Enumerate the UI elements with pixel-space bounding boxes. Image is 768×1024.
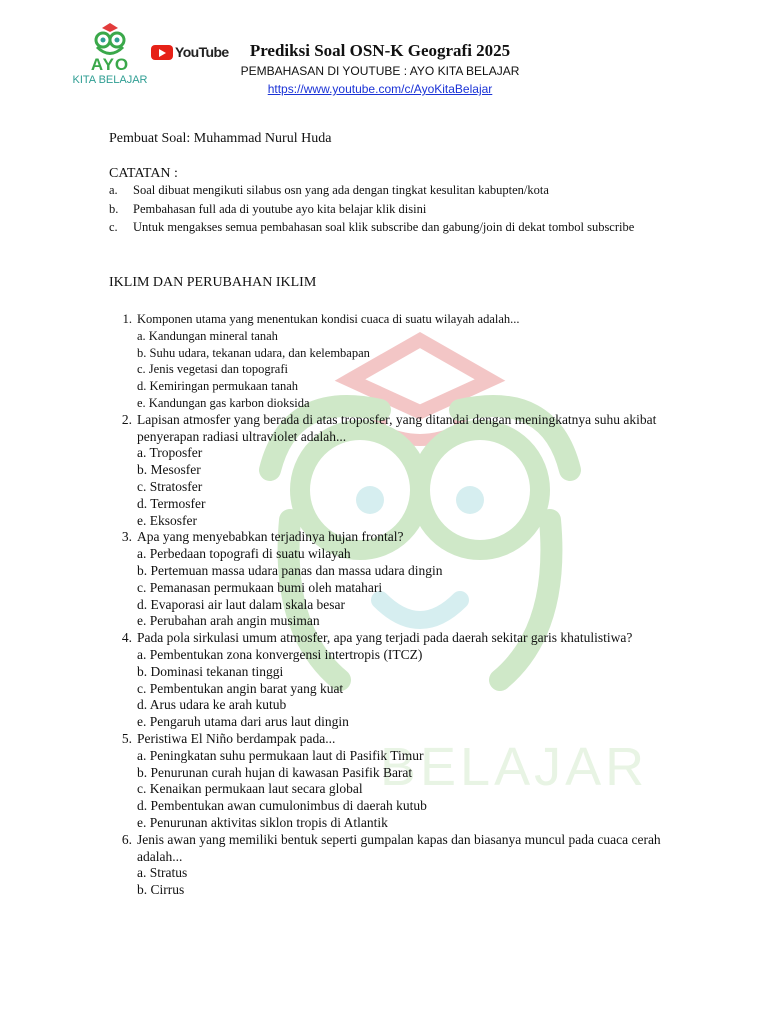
note-item: [109, 182, 669, 199]
question-text: Apa yang menyebabkan terjadinya hujan frontal?: [137, 529, 404, 545]
answer-option: e. Penurunan aktivitas siklon tropis di Atlantik: [137, 814, 388, 830]
answer-option: a. Stratus: [137, 865, 188, 881]
answer-option: a. Pembentukan zona konvergensi intertropis (ITCZ): [137, 646, 423, 662]
option-list: [137, 865, 669, 899]
question-item: [109, 412, 669, 530]
answer-option: a. Kandungan mineral tanah: [137, 328, 278, 343]
answer-option: c. Stratosfer: [137, 478, 203, 494]
answer-option: c. Jenis vegetasi dan topografi: [137, 362, 288, 377]
answer-option: e. Kandungan gas karbon dioksida: [137, 395, 310, 410]
option-list: [137, 546, 669, 630]
ayo-kita-belajar-logo: [62, 20, 158, 90]
logo-ayo-text: AYO: [90, 55, 130, 74]
youtube-channel-link[interactable]: https://www.youtube.com/c/AyoKitaBelajar: [267, 82, 493, 96]
answer-option: a. Peningkatan suhu permukaan laut di Pasifik Timur: [137, 747, 424, 763]
question-list: [109, 311, 669, 899]
watermark-text: BELAJAR: [380, 737, 649, 797]
notes-list: [109, 182, 669, 238]
answer-option: d. Pembentukan awan cumulonimbus di daerah kutub: [137, 798, 427, 814]
question-item: [109, 630, 669, 731]
notes-heading: CATATAN :: [109, 166, 178, 181]
answer-option: d. Kemiringan permukaan tanah: [137, 379, 299, 394]
option-list: [137, 445, 669, 529]
question-number: 6.: [121, 831, 132, 847]
note-item: [109, 201, 669, 218]
answer-option: e. Pengaruh utama dari arus laut dingin: [137, 714, 349, 730]
document-title: Prediksi Soal OSN-K Geografi 2025: [249, 41, 511, 60]
question-text: Komponen utama yang menentukan kondisi cuaca di suatu wilayah adalah...: [137, 312, 520, 326]
question-text: Jenis awan yang memiliki bentuk seperti gumpalan kapas dan biasanya muncul pada cuaca cerah adalah...: [137, 831, 661, 864]
note-text: Soal dibuat mengikuti silabus osn yang ada dengan tingkat kesulitan kabupten/kota: [133, 183, 549, 197]
note-letter: c.: [109, 220, 118, 234]
owl-logo-icon: [90, 20, 130, 58]
note-item: [109, 219, 669, 236]
answer-option: c. Kenaikan permukaan laut secara global: [137, 781, 363, 797]
answer-option: c. Pemanasan permukaan bumi oleh matahari: [137, 579, 383, 595]
question-item: [109, 731, 669, 832]
answer-option: b. Mesosfer: [137, 462, 201, 478]
question-number: 3.: [121, 529, 132, 545]
youtube-play-icon: [151, 45, 173, 60]
answer-option: d. Arus udara ke arah kutub: [137, 697, 287, 713]
question-number: 5.: [121, 730, 132, 746]
answer-option: d. Evaporasi air laut dalam skala besar: [137, 596, 346, 612]
question-item: [109, 832, 669, 899]
answer-option: b. Penurunan curah hujan di kawasan Pasifik Barat: [137, 764, 413, 780]
question-item: [109, 311, 669, 412]
answer-option: b. Cirrus: [137, 882, 185, 898]
answer-option: e. Eksosfer: [137, 512, 197, 528]
question-text: Lapisan atmosfer yang berada di atas troposfer, yang ditandai dengan meningkatnya suhu akibat penyerapan radiasi ultraviolet adalah...: [137, 411, 657, 444]
answer-option: a. Troposfer: [137, 445, 203, 461]
option-list: [137, 647, 669, 731]
answer-option: b. Suhu udara, tekanan udara, dan kelembapan: [137, 345, 370, 360]
note-text: Untuk mengakses semua pembahasan soal klik subscribe dan gabung/join di dekat tombol subscribe: [133, 220, 635, 234]
note-text: Pembahasan full ada di youtube ayo kita belajar klik disini: [133, 201, 427, 216]
question-number: 1.: [122, 312, 132, 326]
question-number: 4.: [121, 630, 132, 646]
author-line: Pembuat Soal: Muhammad Nurul Huda: [109, 131, 332, 146]
logo-kita-belajar-text: KITA BELAJAR: [72, 74, 148, 86]
answer-option: a. Perbedaan topografi di suatu wilayah: [137, 546, 351, 562]
option-list: [137, 328, 669, 412]
youtube-wordmark: YouTube: [175, 44, 229, 60]
answer-option: d. Termosfer: [137, 495, 206, 511]
document-subtitle: PEMBAHASAN DI YOUTUBE : AYO KITA BELAJAR: [240, 64, 520, 78]
note-letter: b.: [109, 201, 119, 216]
question-item: [109, 529, 669, 630]
question-number: 2.: [121, 411, 132, 427]
answer-option: c. Pembentukan angin barat yang kuat: [137, 680, 344, 696]
question-text: Peristiwa El Niño berdampak pada...: [137, 730, 336, 746]
section-title: IKLIM DAN PERUBAHAN IKLIM: [109, 275, 317, 290]
question-text: Pada pola sirkulasi umum atmosfer, apa yang terjadi pada daerah sekitar garis khatulistiwa?: [137, 630, 633, 646]
note-letter: a.: [109, 183, 118, 197]
answer-option: e. Perubahan arah angin musiman: [137, 613, 320, 629]
option-list: [137, 748, 669, 832]
answer-option: b. Dominasi tekanan tinggi: [137, 663, 284, 679]
answer-option: b. Pertemuan massa udara panas dan massa udara dingin: [137, 562, 443, 578]
